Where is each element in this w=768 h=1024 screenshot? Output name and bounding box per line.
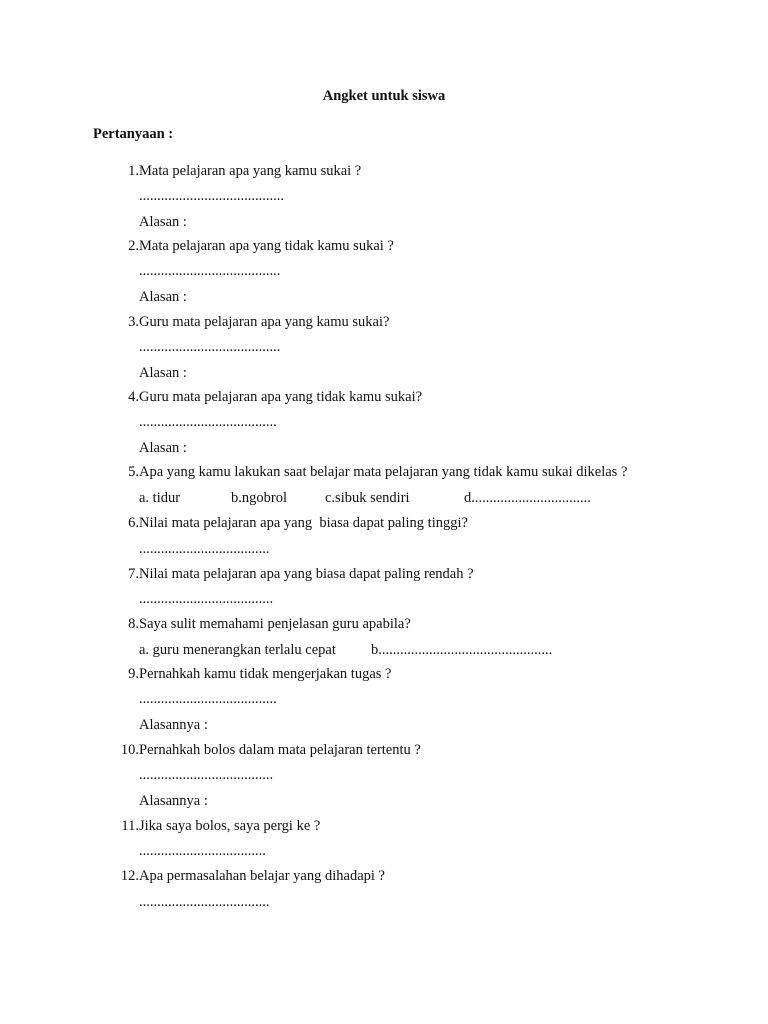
question-number: 2. bbox=[128, 238, 139, 254]
answer-line: ....................................... bbox=[139, 263, 281, 279]
reason-label: Alasan : bbox=[139, 289, 187, 305]
answer-line: ...................................... bbox=[139, 414, 277, 430]
question-number: 11. bbox=[121, 818, 139, 834]
question-text: Guru mata pelajaran apa yang tidak kamu sukai? bbox=[139, 389, 423, 405]
question-number: 10. bbox=[120, 742, 139, 758]
answer-line: ........................................ bbox=[139, 188, 284, 204]
question-text: Nilai mata pelajaran apa yang biasa dapat paling tinggi? bbox=[139, 515, 468, 531]
question-text: Nilai mata pelajaran apa yang biasa dapat paling rendah ? bbox=[139, 566, 474, 582]
question-number: 7. bbox=[128, 566, 139, 582]
question-text: Saya sulit memahami penjelasan guru apabila? bbox=[139, 616, 411, 632]
question-text: Pernahkah bolos dalam mata pelajaran tertentu ? bbox=[139, 742, 421, 758]
question-number: 9. bbox=[128, 666, 139, 682]
reason-label: Alasannya : bbox=[139, 793, 208, 809]
reason-label: Alasan : bbox=[139, 214, 187, 230]
question-text: Pernahkah kamu tidak mengerjakan tugas ? bbox=[139, 666, 392, 682]
option-b: b.ngobrol bbox=[231, 490, 287, 506]
question-number: 4. bbox=[128, 389, 139, 405]
answer-line: ...................................... bbox=[139, 691, 277, 707]
question-number: 5. bbox=[128, 464, 139, 480]
page-title: Angket untuk siswa bbox=[322, 88, 446, 104]
question-number: 3. bbox=[128, 314, 139, 330]
question-number: 1. bbox=[128, 163, 139, 179]
option-a: a. tidur bbox=[139, 490, 181, 506]
answer-line: ................................... bbox=[139, 843, 266, 859]
answer-line: .................................... bbox=[139, 894, 270, 910]
question-text: Guru mata pelajaran apa yang kamu sukai? bbox=[139, 314, 390, 330]
reason-label: Alasan : bbox=[139, 365, 187, 381]
question-number: 6. bbox=[128, 515, 139, 531]
answer-line: .................................... bbox=[139, 541, 270, 557]
question-text: Mata pelajaran apa yang kamu sukai ? bbox=[139, 163, 362, 179]
answer-line: ..................................... bbox=[139, 767, 274, 783]
option-a: a. guru menerangkan terlalu cepat bbox=[139, 642, 336, 658]
question-text: Apa permasalahan belajar yang dihadapi ? bbox=[139, 868, 385, 884]
reason-label: Alasannya : bbox=[139, 717, 208, 733]
question-number: 8. bbox=[128, 616, 139, 632]
question-number: 12. bbox=[120, 868, 139, 884]
section-label: Pertanyaan : bbox=[93, 126, 174, 142]
question-text: Mata pelajaran apa yang tidak kamu sukai ? bbox=[139, 238, 394, 254]
answer-line: ..................................... bbox=[139, 591, 274, 607]
question-text: Apa yang kamu lakukan saat belajar mata pelajaran yang tidak kamu sukai dikelas ? bbox=[139, 464, 628, 480]
question-text: Jika saya bolos, saya pergi ke ? bbox=[139, 818, 321, 834]
option-d: d................................. bbox=[464, 490, 591, 506]
answer-line: ....................................... bbox=[139, 339, 281, 355]
option-b: b................................................ bbox=[371, 642, 553, 658]
option-c: c.sibuk sendiri bbox=[325, 490, 410, 506]
reason-label: Alasan : bbox=[139, 440, 187, 456]
